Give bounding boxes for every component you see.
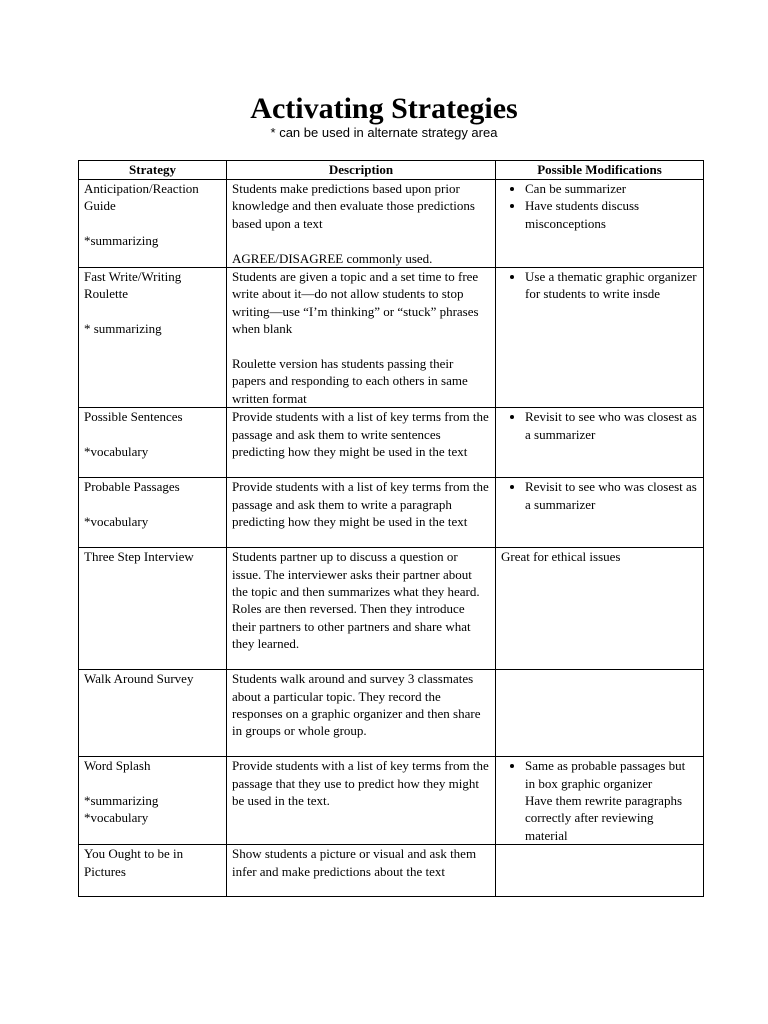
- modifications-cell: [496, 845, 704, 897]
- table-row: [79, 180, 704, 268]
- strategy-tag: *summarizing: [84, 233, 159, 249]
- column-header-description: Description: [227, 161, 496, 180]
- strategy-cell: [79, 548, 227, 670]
- page-title: Activating Strategies: [250, 92, 518, 125]
- modification-text: Great for ethical issues: [501, 549, 621, 565]
- modifications-cell: [496, 478, 704, 548]
- list-item: • Can be summarizer: [525, 180, 698, 197]
- column-header-strategy: Strategy: [79, 161, 227, 180]
- description-cell: [227, 478, 496, 548]
- table-row: [79, 268, 704, 408]
- description-text: Students walk around and survey 3 classmates about a particular topic. They record the responses on a graphic organizer and then share in groups or whole group.: [232, 671, 481, 739]
- strategy-name: Probable Passages: [84, 479, 180, 495]
- strategy-name: Three Step Interview: [84, 549, 194, 565]
- strategy-cell: [79, 478, 227, 548]
- list-item: • Have students discuss misconceptions: [525, 197, 698, 232]
- strategy-cell: [79, 670, 227, 757]
- modifications-cell: [496, 408, 704, 478]
- strategy-cell: [79, 845, 227, 897]
- modification-extra: Have them rewrite paragraphs correctly after reviewing material: [525, 793, 683, 843]
- strategy-cell: [79, 757, 227, 845]
- page-subtitle: * can be used in alternate strategy area: [270, 125, 498, 140]
- strategies-table: [78, 160, 704, 897]
- description-text: Students make predictions based upon prior knowledge and then evaluate those predictions based upon a text: [232, 181, 475, 231]
- table-row: [79, 548, 704, 670]
- table-row: [79, 408, 704, 478]
- strategy-name: You Ought to be in Pictures: [84, 846, 184, 879]
- description-text: Show students a picture or visual and ask them infer and make predictions about the text: [232, 846, 477, 879]
- list-item: • Revisit to see who was closest as a summarizer: [525, 478, 698, 513]
- description-cell: [227, 408, 496, 478]
- strategy-name: Word Splash: [84, 758, 151, 774]
- modifications-cell: [496, 757, 704, 845]
- strategy-tag: *vocabulary: [84, 514, 149, 530]
- description-cell: [227, 268, 496, 408]
- strategy-cell: [79, 268, 227, 408]
- description-cell: [227, 180, 496, 268]
- description-cell: [227, 757, 496, 845]
- strategy-name: Fast Write/Writing Roulette: [84, 269, 182, 302]
- table-row: [79, 478, 704, 548]
- modifications-list: [501, 757, 698, 792]
- description-extra: AGREE/DISAGREE commonly used.: [232, 250, 433, 266]
- modifications-cell: [496, 670, 704, 757]
- strategy-tag: *vocabulary: [84, 444, 149, 460]
- description-cell: [227, 548, 496, 670]
- strategy-tag: *vocabulary: [84, 810, 149, 826]
- list-item: • Revisit to see who was closest as a summarizer: [525, 408, 698, 443]
- strategy-tag: * summarizing: [84, 321, 162, 337]
- description-extra: Roulette version has students passing their papers and responding to each others in same written format: [232, 356, 468, 406]
- modifications-list: [501, 180, 698, 232]
- list-item: • Same as probable passages but in box graphic organizer: [525, 757, 698, 792]
- strategy-cell: [79, 408, 227, 478]
- strategy-name: Walk Around Survey: [84, 671, 194, 687]
- description-text: Provide students with a list of key terms from the passage that they use to predict how they might be used in the text.: [232, 758, 489, 809]
- table-row: [79, 757, 704, 845]
- description-cell: [227, 670, 496, 757]
- description-text: Provide students with a list of key terms from the passage and ask them to write a paragraph predicting how they might be used in the text: [232, 479, 489, 530]
- modifications-cell: [496, 548, 704, 670]
- table-row: [79, 845, 704, 897]
- modifications-cell: [496, 180, 704, 268]
- modifications-list: [501, 408, 698, 443]
- strategy-cell: [79, 180, 227, 268]
- column-header-modifications: Possible Modifications: [496, 161, 704, 180]
- description-text: Students are given a topic and a set time to free write about it—do not allow students to stop writing—use “I’m thinking” or “stuck” phrases when blank: [232, 269, 479, 337]
- strategy-name: Anticipation/Reaction Guide: [84, 181, 199, 214]
- modifications-cell: [496, 268, 704, 408]
- table-row: [79, 670, 704, 757]
- strategy-tag: *summarizing: [84, 793, 159, 809]
- modifications-list: [501, 478, 698, 513]
- description-text: Students partner up to discuss a question or issue. The interviewer asks their partner about the topic and then summarizes what they heard. Roles are then reversed. Then they introduce their partners to other partners and share what they learned.: [232, 549, 480, 652]
- strategy-name: Possible Sentences: [84, 409, 183, 425]
- description-text: Provide students with a list of key terms from the passage and ask them to write sentences predicting how they might be used in the text: [232, 409, 489, 460]
- modifications-list: [501, 268, 698, 303]
- table-header-row: [79, 161, 704, 180]
- list-item: • Use a thematic graphic organizer for students to write insde: [525, 268, 698, 303]
- description-cell: [227, 845, 496, 897]
